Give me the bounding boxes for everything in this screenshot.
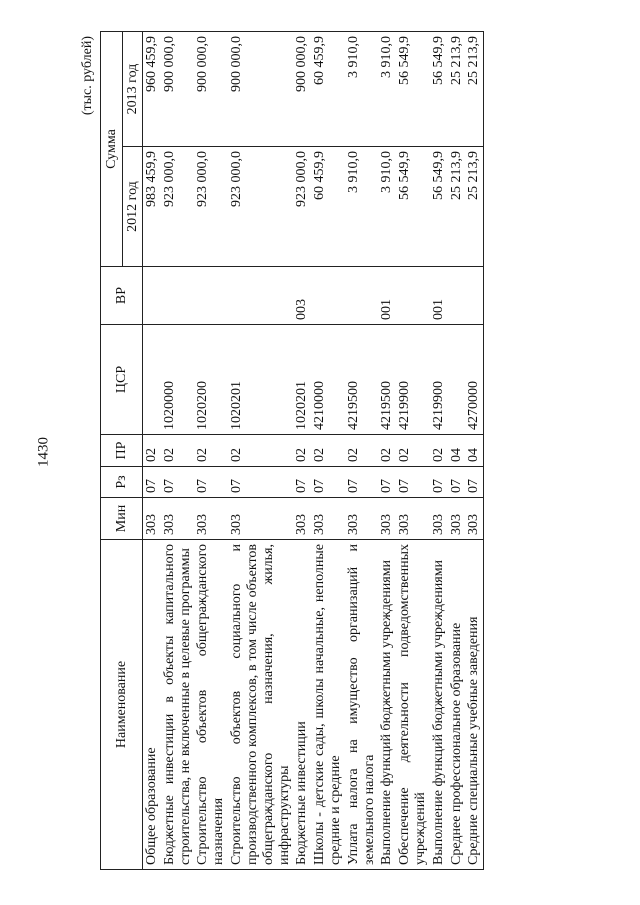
table-row [378, 32, 396, 870]
header-2012: 2012 год [123, 147, 143, 267]
row-rz: 07 [161, 467, 195, 498]
row-name: Строительство объектов общегражданского назначения [194, 540, 228, 870]
row-pr: 02 [194, 435, 228, 467]
row-csr: 1020200 [194, 325, 228, 435]
row-pr: 02 [378, 435, 396, 467]
header-vr: ВР [101, 267, 143, 325]
row-sum-2012: 923 000,0 [194, 147, 228, 267]
row-csr: 4270000 [465, 325, 483, 435]
row-sum-2013: 60 459,9 [311, 32, 345, 147]
row-rz: 07 [345, 467, 379, 498]
row-pr: 04 [465, 435, 483, 467]
row-sum-2012: 923 000,0 [228, 147, 293, 267]
row-csr: 1020000 [161, 325, 195, 435]
budget-table [100, 31, 484, 870]
row-rz: 07 [228, 467, 293, 498]
row-sum-2013: 25 213,9 [465, 32, 483, 147]
row-min: 303 [465, 498, 483, 540]
row-csr: 4219500 [378, 325, 396, 435]
row-sum-2013: 960 459,9 [143, 32, 161, 147]
header-min: Мин [101, 498, 143, 540]
row-sum-2013: 900 000,0 [293, 32, 311, 147]
row-sum-2013: 3 910,0 [345, 32, 379, 147]
row-pr: 02 [143, 435, 161, 467]
row-name: Средние специальные учебные заведения [465, 540, 483, 870]
row-name: Среднее профессиональное образование [448, 540, 466, 870]
row-vr [228, 267, 293, 325]
row-sum-2012: 60 459,9 [311, 147, 345, 267]
row-pr: 02 [161, 435, 195, 467]
table-row [143, 32, 161, 870]
row-min: 303 [228, 498, 293, 540]
row-vr: 001 [378, 267, 396, 325]
row-rz: 07 [465, 467, 483, 498]
row-min: 303 [293, 498, 311, 540]
row-vr [448, 267, 466, 325]
row-vr [345, 267, 379, 325]
row-csr [448, 325, 466, 435]
table-row [345, 32, 379, 870]
row-min: 303 [448, 498, 466, 540]
row-sum-2012: 3 910,0 [345, 147, 379, 267]
row-rz: 07 [378, 467, 396, 498]
row-vr: 003 [293, 267, 311, 325]
row-pr: 02 [396, 435, 430, 467]
row-vr [396, 267, 430, 325]
row-min: 303 [378, 498, 396, 540]
table-row [448, 32, 466, 870]
row-csr: 4219900 [396, 325, 430, 435]
header-rz: Рз [101, 467, 143, 498]
row-csr: 4219900 [430, 325, 448, 435]
row-sum-2013: 56 549,9 [396, 32, 430, 147]
table-row [228, 32, 293, 870]
row-sum-2013: 900 000,0 [161, 32, 195, 147]
row-min: 303 [430, 498, 448, 540]
table-row [311, 32, 345, 870]
row-pr: 02 [293, 435, 311, 467]
row-vr [465, 267, 483, 325]
row-csr: 1020201 [293, 325, 311, 435]
row-name: Уплата налога на имущество организаций и земельного налога [345, 540, 379, 870]
row-vr: 001 [430, 267, 448, 325]
header-csr: ЦСР [101, 325, 143, 435]
row-name: Выполнение функций бюджетными учреждениями [378, 540, 396, 870]
row-vr [143, 267, 161, 325]
row-csr [143, 325, 161, 435]
row-vr [161, 267, 195, 325]
row-rz: 07 [396, 467, 430, 498]
row-sum-2013: 900 000,0 [194, 32, 228, 147]
row-sum-2012: 56 549,9 [430, 147, 448, 267]
row-min: 303 [161, 498, 195, 540]
row-sum-2012: 25 213,9 [465, 147, 483, 267]
row-name: Выполнение функций бюджетными учреждениями [430, 540, 448, 870]
row-name: Бюджетные инвестиции в объекты капитального строительства, не включенные в целевые программы [161, 540, 195, 870]
row-rz: 07 [448, 467, 466, 498]
row-sum-2012: 3 910,0 [378, 147, 396, 267]
row-min: 303 [396, 498, 430, 540]
row-sum-2012: 25 213,9 [448, 147, 466, 267]
row-sum-2013: 900 000,0 [228, 32, 293, 147]
row-sum-2013: 25 213,9 [448, 32, 466, 147]
row-name: Обеспечение деятельности подведомственных учреждений [396, 540, 430, 870]
header-pr: ПР [101, 435, 143, 467]
row-name: Общее образование [143, 540, 161, 870]
row-name: Бюджетные инвестиции [293, 540, 311, 870]
row-sum-2012: 923 000,0 [293, 147, 311, 267]
page-number: 1430 [35, 437, 52, 467]
row-sum-2012: 983 459,9 [143, 147, 161, 267]
table-row [465, 32, 483, 870]
header-2013: 2013 год [123, 32, 143, 147]
row-pr: 04 [448, 435, 466, 467]
row-rz: 07 [293, 467, 311, 498]
row-pr: 02 [311, 435, 345, 467]
row-rz: 07 [311, 467, 345, 498]
table-row [293, 32, 311, 870]
rotated-page-content [78, 30, 548, 870]
row-name: Школы - детские сады, школы начальные, неполные средние и средние [311, 540, 345, 870]
row-min: 303 [194, 498, 228, 540]
row-csr: 4210000 [311, 325, 345, 435]
row-csr: 4219500 [345, 325, 379, 435]
row-pr: 02 [228, 435, 293, 467]
header-sum: Сумма [101, 32, 123, 267]
row-min: 303 [345, 498, 379, 540]
row-vr [194, 267, 228, 325]
table-row [430, 32, 448, 870]
row-sum-2012: 56 549,9 [396, 147, 430, 267]
row-vr [311, 267, 345, 325]
row-min: 303 [311, 498, 345, 540]
table-body [143, 32, 484, 870]
row-rz: 07 [194, 467, 228, 498]
row-sum-2013: 56 549,9 [430, 32, 448, 147]
row-csr: 1020201 [228, 325, 293, 435]
row-name: Строительство объектов социального и производственного комплексов, в том числе объектов общегражданского назначения, жилья, инфраструктуры [228, 540, 293, 870]
row-rz: 07 [430, 467, 448, 498]
header-name: Наименование [101, 540, 143, 870]
unit-note: (тыс. рублей) [80, 36, 95, 116]
row-min: 303 [143, 498, 161, 540]
table-row [161, 32, 195, 870]
row-pr: 02 [430, 435, 448, 467]
row-pr: 02 [345, 435, 379, 467]
row-sum-2012: 923 000,0 [161, 147, 195, 267]
row-rz: 07 [143, 467, 161, 498]
table-row [194, 32, 228, 870]
table-row [396, 32, 430, 870]
row-sum-2013: 3 910,0 [378, 32, 396, 147]
